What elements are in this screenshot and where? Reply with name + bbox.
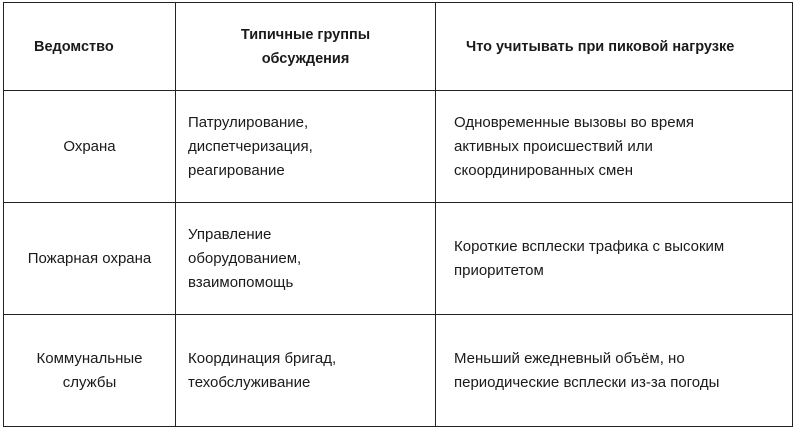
header-department: Ведомство — [4, 3, 176, 91]
cell-notes: Короткие всплески трафика с высоким приоритетом — [436, 203, 793, 315]
cell-groups: Координация бригад, техобслуживание — [176, 315, 436, 427]
cell-groups: Управление оборудованием, взаимопомощь — [176, 203, 436, 315]
table-row — [4, 315, 793, 427]
departments-table — [3, 2, 793, 427]
cell-department: Охрана — [4, 91, 176, 203]
cell-department: Пожарная охрана — [4, 203, 176, 315]
header-peak-load-considerations: Что учитывать при пиковой нагрузке — [436, 3, 793, 91]
table-header-row — [4, 3, 793, 91]
table-row — [4, 91, 793, 203]
cell-notes: Одновременные вызовы во время активных происшествий или скоординированных смен — [436, 91, 793, 203]
table-row — [4, 203, 793, 315]
header-discussion-groups: Типичные группы обсуждения — [176, 3, 436, 91]
cell-groups: Патрулирование, диспетчеризация, реагирование — [176, 91, 436, 203]
cell-department: Коммунальные службы — [4, 315, 176, 427]
cell-notes: Меньший ежедневный объём, но периодические всплески из-за погоды — [436, 315, 793, 427]
